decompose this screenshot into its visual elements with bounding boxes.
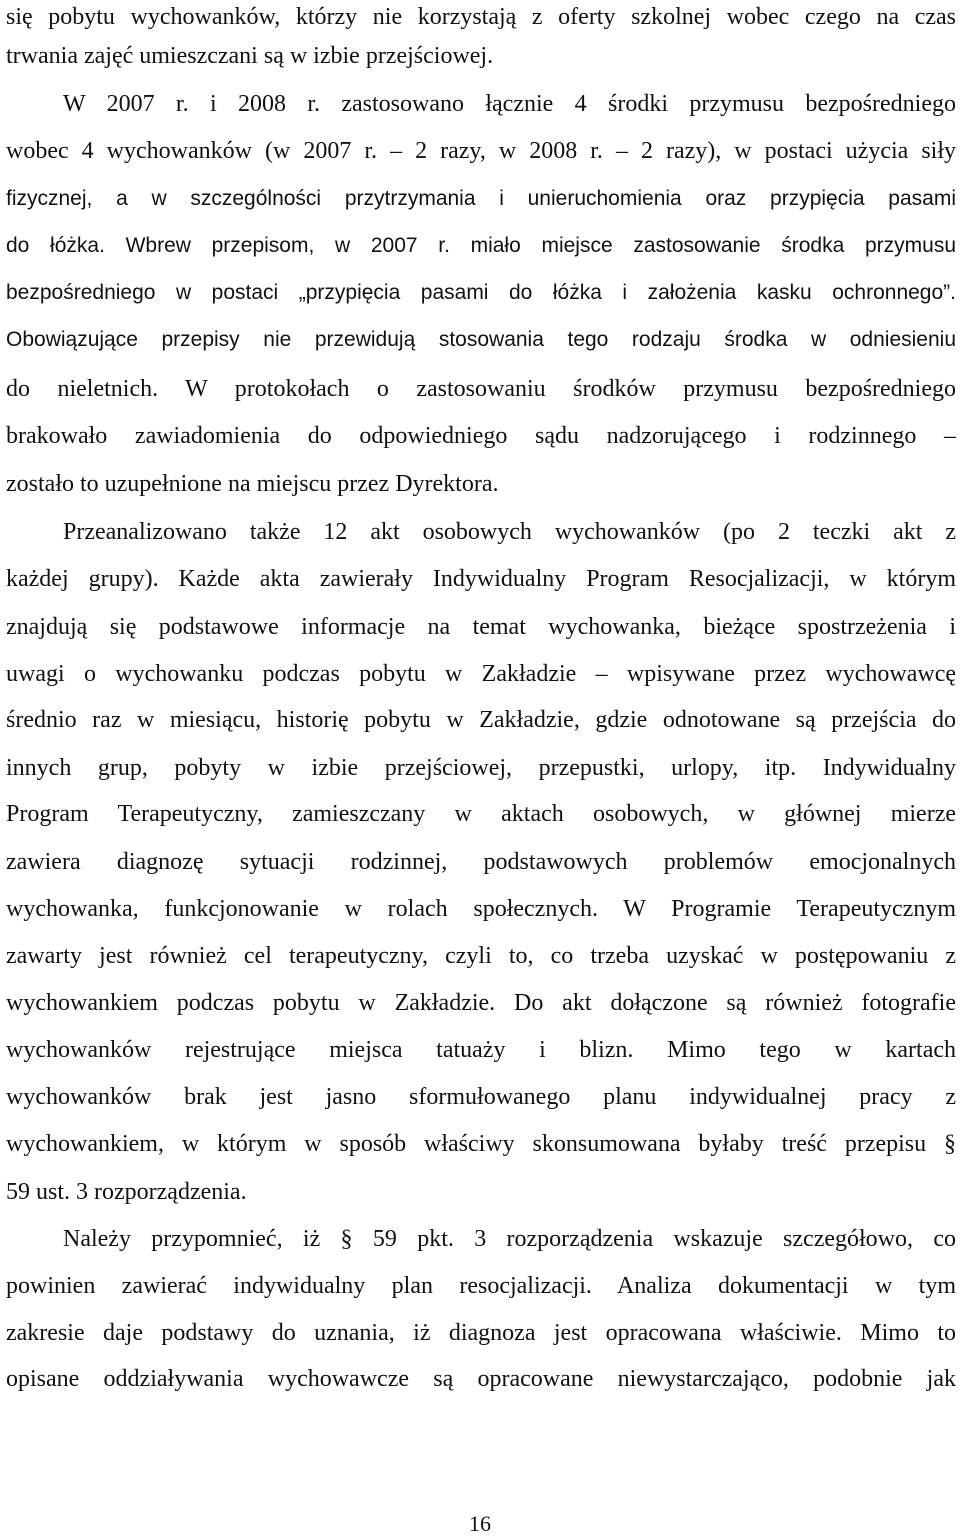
- text-line: zawarty jest również cel terapeutyczny, czyli to, co trzeba uzyskać w postępowaniu z: [6, 943, 956, 969]
- text-line: Obowiązujące przepisy nie przewidują stosowania tego rodzaju środka w odniesieniu: [6, 328, 956, 351]
- text-line: W 2007 r. i 2008 r. zastosowano łącznie 4 środki przymusu bezpośredniego: [63, 91, 956, 117]
- text-line: wychowankiem podczas pobytu w Zakładzie. Do akt dołączone są również fotografie: [6, 990, 956, 1016]
- text-line: wychowanka, funkcjonowanie w rolach społecznych. W Programie Terapeutycznym: [6, 896, 956, 922]
- text-line: wobec 4 wychowanków (w 2007 r. – 2 razy, w 2008 r. – 2 razy), w postaci użycia siły: [6, 138, 956, 164]
- text-line: opisane oddziaływania wychowawcze są opracowane niewystarczająco, podobnie jak: [6, 1366, 956, 1392]
- text-line: do nieletnich. W protokołach o zastosowaniu środków przymusu bezpośredniego: [6, 376, 956, 402]
- text-line: Należy przypomnieć, iż § 59 pkt. 3 rozporządzenia wskazuje szczegółowo, co: [63, 1226, 956, 1252]
- text-line: trwania zajęć umieszczani są w izbie przejściowej.: [6, 43, 494, 69]
- text-line: innych grup, pobyty w izbie przejściowej, przepustki, urlopy, itp. Indywidualny: [6, 755, 956, 781]
- text-line: do łóżka. Wbrew przepisom, w 2007 r. miało miejsce zastosowanie środka przymusu: [6, 234, 956, 257]
- text-line: brakowało zawiadomienia do odpowiedniego sądu nadzorującego i rodzinnego –: [6, 423, 956, 449]
- text-line: uwagi o wychowanku podczas pobytu w Zakładzie – wpisywane przez wychowawcę: [6, 661, 956, 687]
- text-line: zakresie daje podstawy do uznania, iż diagnoza jest opracowana właściwie. Mimo to: [6, 1320, 956, 1346]
- text-line: się pobytu wychowanków, którzy nie korzystają z oferty szkolnej wobec czego na czas: [6, 4, 956, 30]
- page-number: 16: [469, 1511, 491, 1536]
- text-line: wychowanków brak jest jasno sformułowanego planu indywidualnej pracy z: [6, 1084, 956, 1110]
- text-line: wychowanków rejestrujące miejsca tatuaży i blizn. Mimo tego w kartach: [6, 1037, 956, 1063]
- text-line: fizycznej, a w szczególności przytrzymania i unieruchomienia oraz przypięcia pasami: [6, 187, 956, 210]
- text-line: Przeanalizowano także 12 akt osobowych wychowanków (po 2 teczki akt z: [63, 519, 956, 545]
- text-line: Program Terapeutyczny, zamieszczany w aktach osobowych, w głównej mierze: [6, 801, 956, 827]
- text-line: każdej grupy). Każde akta zawierały Indywidualny Program Resocjalizacji, w którym: [6, 566, 956, 592]
- text-line: bezpośredniego w postaci „przypięcia pasami do łóżka i założenia kasku ochronnego”.: [6, 281, 956, 304]
- text-line: średnio raz w miesiącu, historię pobytu w Zakładzie, gdzie odnotowane są przejścia do: [6, 707, 956, 733]
- text-line: powinien zawierać indywidualny plan resocjalizacji. Analiza dokumentacji w tym: [6, 1273, 956, 1299]
- text-line: zostało to uzupełnione na miejscu przez Dyrektora.: [6, 471, 499, 497]
- text-line: zawiera diagnozę sytuacji rodzinnej, podstawowych problemów emocjonalnych: [6, 849, 956, 875]
- text-line: 59 ust. 3 rozporządzenia.: [6, 1179, 247, 1205]
- text-line: znajdują się podstawowe informacje na temat wychowanka, bieżące spostrzeżenia i: [6, 614, 956, 640]
- text-line: wychowankiem, w którym w sposób właściwy skonsumowana byłaby treść przepisu §: [6, 1131, 956, 1157]
